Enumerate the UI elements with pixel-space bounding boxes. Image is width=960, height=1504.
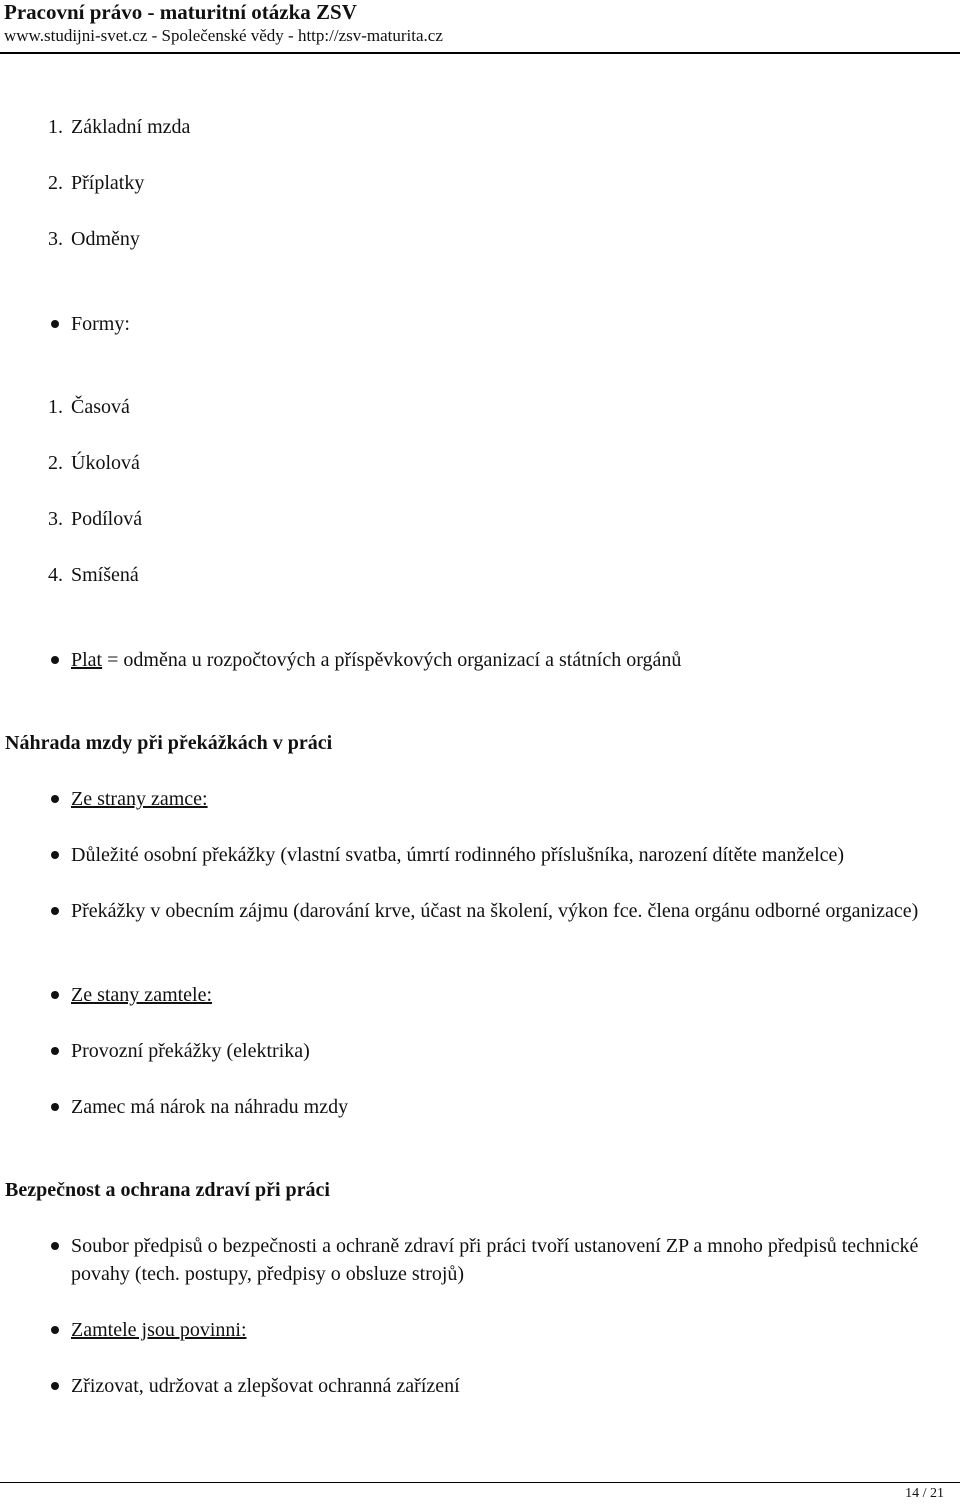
list-number: 2. bbox=[48, 172, 63, 194]
bullet-dot bbox=[51, 656, 59, 664]
list-item: Základní mzda bbox=[71, 116, 191, 138]
list-item: Úkolová bbox=[71, 452, 140, 474]
plat-term: Plat bbox=[71, 649, 103, 671]
bullet-dot bbox=[51, 1242, 59, 1250]
bullet-dot bbox=[51, 320, 59, 328]
list-number: 3. bbox=[48, 228, 63, 250]
list-number: 4. bbox=[48, 564, 63, 586]
document-subtitle: www.studijni-svet.cz - Společenské vědy - http://zsv-maturita.cz bbox=[4, 26, 443, 45]
list-number: 3. bbox=[48, 508, 63, 530]
list-item: Podílová bbox=[71, 508, 143, 530]
bullet-item-formy: Formy: bbox=[71, 313, 130, 335]
bullet-dot bbox=[51, 795, 59, 803]
bullet-item: Překážky v obecním zájmu (darování krve, účast na školení, výkon fce. člena orgánu odborné organizace) bbox=[71, 900, 919, 922]
list-number: 1. bbox=[48, 116, 63, 138]
section-heading: Náhrada mzdy při překážkách v práci bbox=[5, 732, 333, 754]
bullet-dot bbox=[51, 1326, 59, 1334]
bullet-item-plat bbox=[71, 646, 681, 674]
list-item: Smíšená bbox=[71, 564, 139, 586]
bullet-dot bbox=[51, 1047, 59, 1055]
section-heading: Bezpečnost a ochrana zdraví při práci bbox=[5, 1179, 330, 1201]
bullet-dot bbox=[51, 1103, 59, 1111]
list-number: 1. bbox=[48, 396, 63, 418]
list-number: 2. bbox=[48, 452, 63, 474]
plat-definition: = odměna u rozpočtových a příspěvkových organizací a státních orgánů bbox=[102, 649, 682, 671]
bullet-item: Zřizovat, udržovat a zlepšovat ochranná zařízení bbox=[71, 1375, 460, 1397]
list-item: Odměny bbox=[71, 228, 140, 250]
bullet-item: Důležité osobní překážky (vlastní svatba, úmrtí rodinného příslušníka, narození dítěte manželce) bbox=[71, 844, 845, 866]
bullet-item: Soubor předpisů o bezpečnosti a ochraně zdraví při práci tvoří ustanovení ZP a mnoho předpisů technické povahy (tech. postupy, předpisy o obsluze strojů) bbox=[71, 1235, 919, 1285]
page-header bbox=[4, 0, 443, 46]
header-divider bbox=[0, 52, 960, 54]
bullet-dot bbox=[51, 991, 59, 999]
bullet-item: Zamec má nárok na náhradu mzdy bbox=[71, 1096, 349, 1118]
bullet-item: Provozní překážky (elektrika) bbox=[71, 1040, 310, 1062]
bullet-dot bbox=[51, 1382, 59, 1390]
page-number: 14 / 21 bbox=[905, 1486, 944, 1501]
bullet-item-underlined: Ze strany zamce: bbox=[71, 788, 208, 810]
bullet-item-underlined: Zamtele jsou povinni: bbox=[71, 1319, 247, 1341]
bullet-dot bbox=[51, 907, 59, 915]
bullet-dot bbox=[51, 851, 59, 859]
list-item: Příplatky bbox=[71, 172, 145, 194]
document-title: Pracovní právo - maturitní otázka ZSV bbox=[4, 0, 357, 24]
bullet-item-underlined: Ze stany zamtele: bbox=[71, 984, 213, 1006]
list-item: Časová bbox=[71, 396, 130, 418]
footer-divider bbox=[0, 1482, 960, 1483]
